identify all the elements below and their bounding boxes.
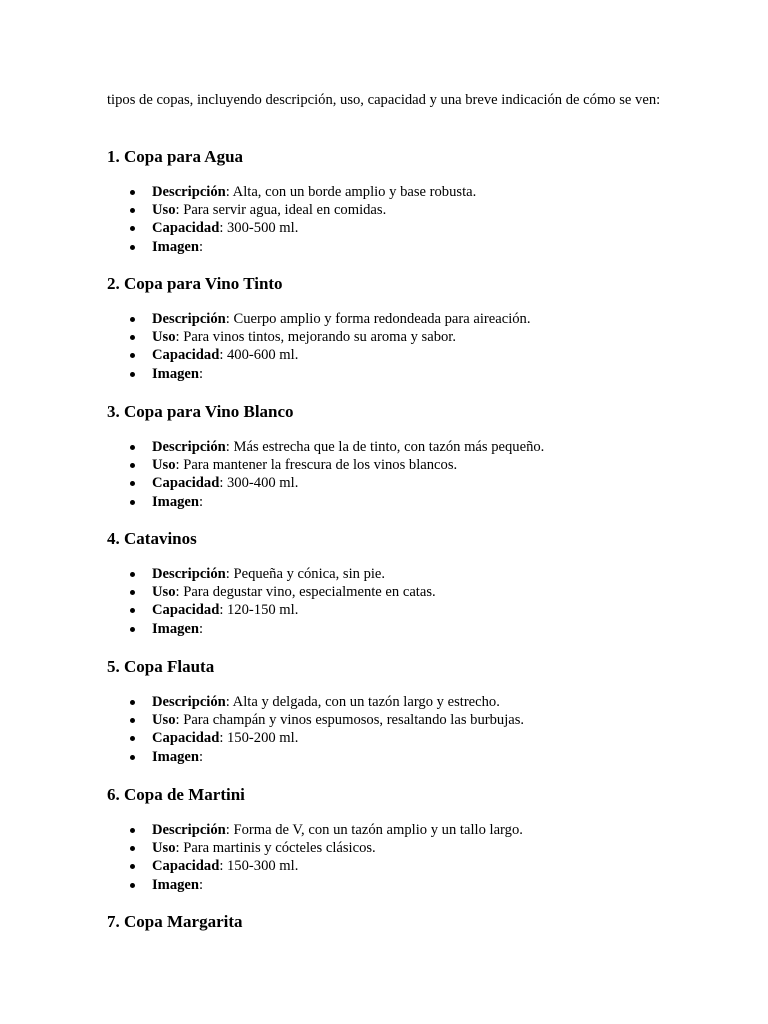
field-value: : 400-600 ml. bbox=[219, 347, 299, 364]
section-heading: 4. Catavinos bbox=[107, 529, 197, 548]
field-label: Descripción bbox=[152, 439, 226, 455]
list-item-uso bbox=[107, 583, 667, 601]
bullet-list bbox=[107, 693, 667, 766]
field-value: : Para servir agua, ideal en comidas. bbox=[175, 202, 387, 219]
list-item-capacidad bbox=[107, 219, 667, 237]
bullet-icon bbox=[130, 608, 135, 613]
bullet-list bbox=[107, 310, 667, 383]
field-value: : Para champán y vinos espumosos, resaltando las burbujas. bbox=[175, 712, 525, 729]
bullet-list bbox=[107, 821, 667, 894]
field-value: : Para vinos tintos, mejorando su aroma y sabor. bbox=[175, 329, 456, 346]
field-label: Descripción bbox=[152, 822, 226, 838]
field-label: Uso bbox=[152, 202, 176, 219]
list-item-imagen bbox=[107, 365, 667, 383]
list-item-uso bbox=[107, 201, 667, 219]
field-value: : Para mantener la frescura de los vinos blancos. bbox=[175, 457, 458, 474]
field-label: Uso bbox=[152, 584, 176, 601]
list-item-descripcion bbox=[107, 438, 667, 456]
field-value: : Forma de V, con un tazón amplio y un tallo largo. bbox=[225, 822, 523, 838]
field-value: : Más estrecha que la de tinto, con tazón más pequeño. bbox=[225, 439, 545, 455]
bullet-icon bbox=[130, 208, 135, 213]
field-value: : Para martinis y cócteles clásicos. bbox=[175, 840, 376, 857]
bullet-icon bbox=[130, 445, 135, 450]
bullet-icon bbox=[130, 718, 135, 723]
list-item-imagen bbox=[107, 748, 667, 766]
field-value: : 120-150 ml. bbox=[219, 602, 299, 619]
section-heading: 3. Copa para Vino Blanco bbox=[107, 402, 294, 421]
field-label: Capacidad bbox=[152, 858, 220, 875]
bullet-icon bbox=[130, 590, 135, 595]
list-item-descripcion bbox=[107, 821, 667, 839]
field-label: Capacidad bbox=[152, 347, 220, 364]
list-item-descripcion bbox=[107, 693, 667, 711]
field-label: Capacidad bbox=[152, 475, 220, 492]
bullet-icon bbox=[130, 572, 135, 577]
field-label: Capacidad bbox=[152, 602, 220, 619]
list-item-uso bbox=[107, 328, 667, 346]
list-item-capacidad bbox=[107, 857, 667, 875]
list-item-capacidad bbox=[107, 346, 667, 364]
bullet-list bbox=[107, 565, 667, 638]
bullet-icon bbox=[130, 372, 135, 377]
bullet-icon bbox=[130, 335, 135, 340]
field-value: : Alta y delgada, con un tazón largo y estrecho. bbox=[225, 694, 500, 710]
field-label: Uso bbox=[152, 329, 176, 346]
field-label: Imagen bbox=[152, 365, 200, 382]
field-label: Uso bbox=[152, 457, 176, 474]
intro-paragraph: tipos de copas, incluyendo descripción, uso, capacidad y una breve indicación de cómo se ven: bbox=[107, 92, 661, 108]
list-item-imagen bbox=[107, 238, 667, 256]
list-item-imagen bbox=[107, 876, 667, 894]
field-label: Uso bbox=[152, 712, 176, 729]
field-label: Imagen bbox=[152, 238, 200, 255]
bullet-icon bbox=[130, 481, 135, 486]
section-heading: 5. Copa Flauta bbox=[107, 657, 215, 676]
bullet-icon bbox=[130, 828, 135, 833]
field-value: : bbox=[199, 365, 204, 382]
list-item-uso bbox=[107, 839, 667, 857]
field-label: Descripción bbox=[152, 184, 226, 200]
section-heading: 2. Copa para Vino Tinto bbox=[107, 274, 283, 293]
field-value: : bbox=[199, 748, 204, 765]
field-label: Capacidad bbox=[152, 220, 220, 237]
list-item-capacidad bbox=[107, 601, 667, 619]
field-label: Imagen bbox=[152, 493, 200, 510]
field-value: : Cuerpo amplio y forma redondeada para aireación. bbox=[225, 311, 531, 327]
bullet-list bbox=[107, 183, 667, 256]
field-label: Descripción bbox=[152, 311, 226, 327]
list-item-imagen bbox=[107, 493, 667, 511]
field-value: : bbox=[199, 493, 204, 510]
bullet-icon bbox=[130, 736, 135, 741]
bullet-icon bbox=[130, 353, 135, 358]
bullet-icon bbox=[130, 627, 135, 632]
field-label: Capacidad bbox=[152, 730, 220, 747]
bullet-icon bbox=[130, 700, 135, 705]
bullet-icon bbox=[130, 755, 135, 760]
field-value: : 300-500 ml. bbox=[219, 220, 299, 237]
bullet-icon bbox=[130, 883, 135, 888]
field-label: Descripción bbox=[152, 694, 226, 710]
bullet-icon bbox=[130, 846, 135, 851]
document-page bbox=[107, 91, 667, 931]
field-value: : bbox=[199, 238, 204, 255]
field-label: Uso bbox=[152, 840, 176, 857]
field-value: : bbox=[199, 876, 204, 893]
field-value: : 300-400 ml. bbox=[219, 475, 299, 492]
bullet-list bbox=[107, 438, 667, 511]
list-item-imagen bbox=[107, 620, 667, 638]
bullet-icon bbox=[130, 245, 135, 250]
bullet-icon bbox=[130, 463, 135, 468]
list-item-uso bbox=[107, 456, 667, 474]
field-label: Imagen bbox=[152, 620, 200, 637]
bullet-icon bbox=[130, 226, 135, 231]
field-label: Descripción bbox=[152, 566, 226, 582]
list-item-descripcion bbox=[107, 565, 667, 583]
field-label: Imagen bbox=[152, 876, 200, 893]
field-value: : 150-200 ml. bbox=[219, 730, 299, 747]
field-label: Imagen bbox=[152, 748, 200, 765]
section-heading: 7. Copa Margarita bbox=[107, 912, 243, 931]
field-value: : Pequeña y cónica, sin pie. bbox=[225, 566, 386, 582]
section-heading: 1. Copa para Agua bbox=[107, 147, 244, 166]
field-value: : bbox=[199, 620, 204, 637]
list-item-uso bbox=[107, 711, 667, 729]
section-heading: 6. Copa de Martini bbox=[107, 785, 245, 804]
bullet-icon bbox=[130, 317, 135, 322]
list-item-descripcion bbox=[107, 310, 667, 328]
field-value: : 150-300 ml. bbox=[219, 858, 299, 875]
bullet-icon bbox=[130, 190, 135, 195]
bullet-icon bbox=[130, 500, 135, 505]
field-value: : Alta, con un borde amplio y base robusta. bbox=[225, 184, 477, 200]
bullet-icon bbox=[130, 864, 135, 869]
list-item-capacidad bbox=[107, 474, 667, 492]
list-item-descripcion bbox=[107, 183, 667, 201]
field-value: : Para degustar vino, especialmente en catas. bbox=[175, 584, 436, 601]
list-item-capacidad bbox=[107, 729, 667, 747]
